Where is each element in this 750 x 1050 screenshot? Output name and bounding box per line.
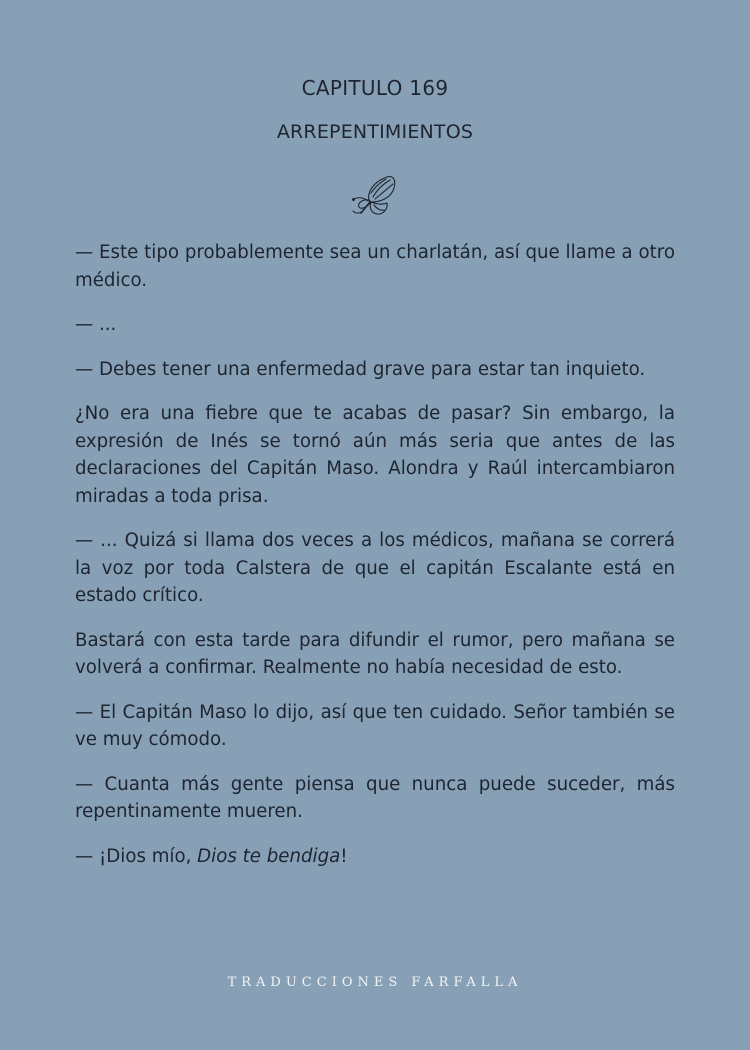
paragraph: — El Capitán Maso lo dijo, así que ten cuidado. Señor también se ve muy cómodo. [75,701,675,750]
chapter-title: CAPITULO 169 [301,76,449,100]
paragraph: — Cuanta más gente piensa que nunca puede suceder, más repentinamente mueren. [75,773,675,822]
paragraph: ¿No era una fiebre que te acabas de pasar? Sin embargo, la expresión de Inés se tornó aún más seria que antes de las declaraciones del Capitán Maso. Alondra y Raúl intercambiaron miradas a toda prisa. [75,403,675,507]
paragraph: Bastará con esta tarde para difundir el rumor, pero mañana se volverá a confirmar. Realmente no había necesidad de esto. [75,629,675,678]
last-line-suffix: ! [340,845,348,867]
paragraph: — Debes tener una enfermedad grave para estar tan inquieto. [75,358,646,380]
last-line-prefix: — ¡Dios mío, [75,845,198,867]
butterfly-icon [351,175,399,217]
chapter-subtitle: ARREPENTIMIENTOS [276,121,474,143]
last-line-emphasis: Dios te bendiga [197,845,341,867]
last-paragraph [75,843,675,871]
paragraph: — ... Quizá si llama dos veces a los médicos, mañana se correrá la voz por toda Calstera de que el capitán Escalante está en estado crítico. [75,530,675,606]
paragraph: — Este tipo probablemente sea un charlatán, así que llame a otro médico. [75,242,675,291]
chapter-body [75,239,675,887]
footer-credit: TRADUCCIONES FARFALLA [227,975,523,990]
paragraph: — ... [75,314,117,335]
